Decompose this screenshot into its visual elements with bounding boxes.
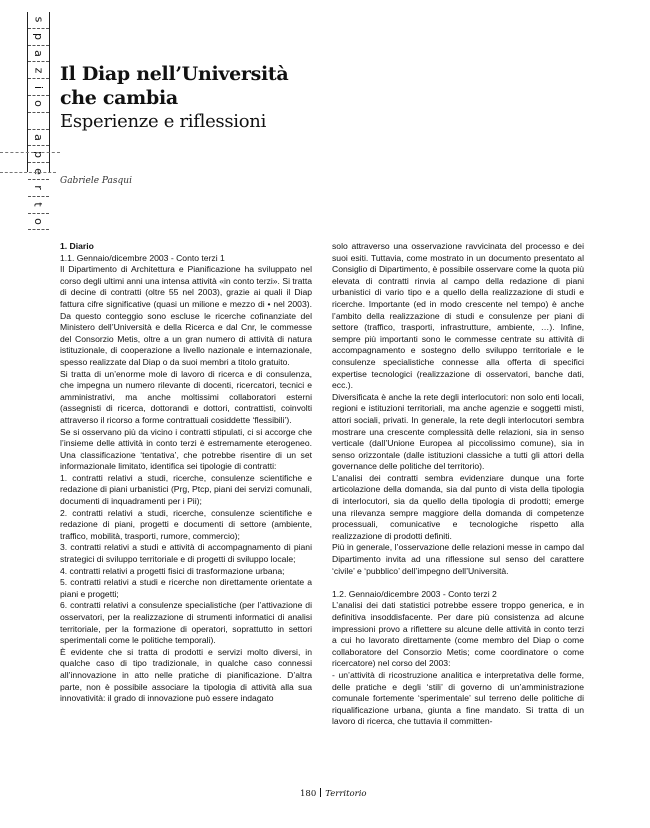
- right-column: [332, 241, 584, 728]
- side-label-cell: [28, 79, 49, 96]
- side-label-letter: o: [31, 218, 45, 225]
- section-vertical-label: [27, 12, 50, 225]
- side-label-letter: p: [31, 33, 45, 41]
- divider-line: [0, 172, 56, 173]
- paragraph: 5. contratti relativi a studi e ricerche non direttamente orientate a piani e progetti;: [60, 577, 312, 599]
- left-column: [60, 241, 312, 705]
- side-label-cell: [28, 62, 49, 79]
- side-label-letter: z: [32, 67, 45, 74]
- side-label-letter: a: [32, 50, 45, 57]
- title-line-2: che cambia: [60, 87, 178, 109]
- paragraph: 2. contratti relativi a studi, ricerche, consulenze scientifiche e redazione di piani, progetti e documenti di settore (ambiente, traffico, mobilità, trasporti, rumore, commercio);: [60, 507, 312, 541]
- footer-separator: [320, 788, 321, 797]
- paragraph: 6. contratti relativi a consulenze specialistiche (per l’attivazione di osservatori, per la realizzazione di strumenti informatici di analisi territoriale, per la formazione di operatori, soprattutto in settori sperimentali come le politiche temporali).: [60, 600, 312, 646]
- paragraph: Diversificata è anche la rete degli interlocutori: non solo enti locali, regioni e istituzioni territoriali, ma anche agenzie e soggetti misti, attori sociali, privati. In generale, la rete degli interlocutori sembra mostrare una crescente complessità delle relazioni, sia in senso verticale (dall’Unione Europea al piccolissimo comune), sia in senso orizzontale (dalle istituzioni classiche a tutti gli attori della governance delle politiche del territorio).: [332, 391, 584, 472]
- paragraph: 1. contratti relativi a studi, ricerche, consulenze scientifiche e redazione di piani urbanistici (Prg, Ptcp, piani dei servizi comunali, documenti di inquadramenti per i Pii);: [60, 472, 312, 507]
- side-label-cell: [28, 180, 49, 197]
- side-label-cell: [28, 12, 49, 29]
- divider-line: [0, 152, 60, 153]
- side-label-letter: e: [32, 167, 45, 175]
- side-label-cell: [28, 46, 49, 63]
- section-heading: 1. Diario: [60, 241, 94, 251]
- author-name: Gabriele Pasqui: [60, 176, 132, 186]
- paragraph: 4. contratti relativi a progetti fisici di trasformazione urbana;: [60, 565, 285, 576]
- paragraph-gap: [332, 577, 584, 589]
- paragraph: Più in generale, l’osservazione delle relazioni messe in campo dal Dipartimento invita ad una riflessione sul senso del carattere ‘civile’ e ‘pubblico’ dell’impegno dell’Università.: [332, 542, 584, 576]
- side-label-cell: [28, 113, 49, 130]
- side-label-letter: i: [32, 85, 45, 89]
- paragraph: È evidente che si tratta di prodotti e servizi molto diversi, in qualche caso di tipo tradizionale, in qualche caso connessi all’innovazione in atto nelle pratiche di pianificazione. D’altra parte, non è possibile associare la tipologia di attività alla sua innovatività: il grado di innovazione può essere indagato: [60, 646, 312, 704]
- paragraph: Se si osservano più da vicino i contratti stipulati, ci si accorge che l’insieme delle attività in conto terzi è estremamente eterogeneo. Una classificazione ‘tentativa’, che potrebbe risentire di un set informazionale limitato, identifica sei tipologie di contratti:: [60, 426, 312, 472]
- side-label-cell: [28, 214, 49, 231]
- title-line-1: Il Diap nell’Università: [60, 63, 289, 85]
- paragraph: 1.2. Gennaio/dicembre 2003 - Conto terzi 2: [332, 588, 497, 599]
- side-label-cell: [28, 197, 49, 214]
- article-title: [60, 62, 480, 134]
- side-label-letter: a: [32, 134, 45, 141]
- article-subtitle: Esperienze e riflessioni: [60, 111, 267, 132]
- paragraph: L’analisi dei dati statistici potrebbe essere troppo generica, e in definitiva insoddisfacente. Per dare più consistenza ad alcune impressioni provo a riflettere su alcune delle attività in conto terzi a cui ho lavorato direttamente (come membro del Diap o come collaboratore del Consorzio Metis; come coordinatore o come ricercatore) nel corso del 2003:: [332, 600, 584, 669]
- page-number: 180: [300, 789, 317, 799]
- side-label-letter: p: [31, 150, 45, 158]
- paragraph: Il Dipartimento di Architettura e Pianificazione ha sviluppato nel corso degli ultimi anni una intensa attività «in conto terzi». Si tratta di decine di contratti (oltre 55 nel 2003), grazie ai quali il Diap fattura cifre significative (quasi un milione e mezzo di • nel 2003). Da questo conteggio sono escluse le ricerche cofinanziate del Ministero dell’Università e della Ricerca e dal Cnr, le commesse del Consorzio Metis, oltre a un gran numero di attività di natura istituzionale, di cooperazione a livello nazionale e internazionale, spesso realizzate dal Diap o da suoi membri a titolo gratuito.: [60, 264, 312, 367]
- paragraph: - un’attività di ricostruzione analitica e interpretativa delle forme, delle pratiche e degli ‘stili’ di governo di un’amministrazione comunale fortemente ‘sperimentale’ sul terreno delle politiche di riqualificazione urbana, giunta a fine mandato. Si tratta di un lavoro di ricerca, che tuttavia il committen-: [332, 669, 584, 727]
- side-label-cell: [28, 146, 49, 163]
- side-label-cell: [28, 29, 49, 46]
- paragraph: 1.1. Gennaio/dicembre 2003 - Conto terzi 1: [60, 252, 225, 263]
- side-label-letter: t: [31, 202, 45, 207]
- side-label-letter: r: [32, 185, 45, 191]
- side-label-cell: [28, 130, 49, 147]
- side-label-cell: [28, 96, 49, 113]
- magazine-name: Territorio: [325, 789, 367, 799]
- paragraph: solo attraverso una osservazione ravvicinata del processo e dei suoi esiti. Tuttavia, come mostrato in un documento presentato al Consiglio di Dipartimento, è possibile osservare come la quota più elevata di contratti rinvia al campo della redazione di piani urbanistici di vario tipo e a quello della realizzazione di studi e ricerche. Importante (ed in modo crescente nel tempo) è anche l’ambito della realizzazione di studi e consulenze per piani di settore (traffico, trasporti, infrastrutture, ambiente, …). Infine, sempre più importanti sono le commesse centrate su attività di accompagnamento e sostegno dello sviluppo territoriale e le consulenze specialistiche connesse alla offerta di specifici expertise tecnologici (realizzazione di osservatori, banche dati, ecc.).: [332, 241, 584, 391]
- paragraph: Si tratta di un’enorme mole di lavoro di ricerca e di consulenza, che impegna un numero rilevante di docenti, ricercatori, tecnici e amministrativi, ma anche moltissimi collaboratori esterni (assegnisti di ricerca, dottorandi e dottori, contrattisti, coinvolti attraverso il ricorso a forme contrattuali cosiddette ‘flessibili’).: [60, 368, 312, 425]
- paragraph: 3. contratti relativi a studi e attività di accompagnamento di piani strategici di sviluppo territoriale e di progetti di sviluppo locale;: [60, 542, 312, 565]
- paragraph: L’analisi dei contratti sembra evidenziare dunque una forte articolazione della domanda, sia dal punto di vista della tipologia di interlocutori, sia da quello della tipologia di prodotti; emerge una rilevanza sempre maggiore della domanda di competenze processuali, comunicative e tecnologiche rispetto alla realizzazione di prodotti definiti.: [332, 472, 584, 541]
- page-footer: [300, 788, 367, 799]
- side-label-letter: o: [31, 100, 45, 108]
- side-label-letter: s: [31, 17, 45, 23]
